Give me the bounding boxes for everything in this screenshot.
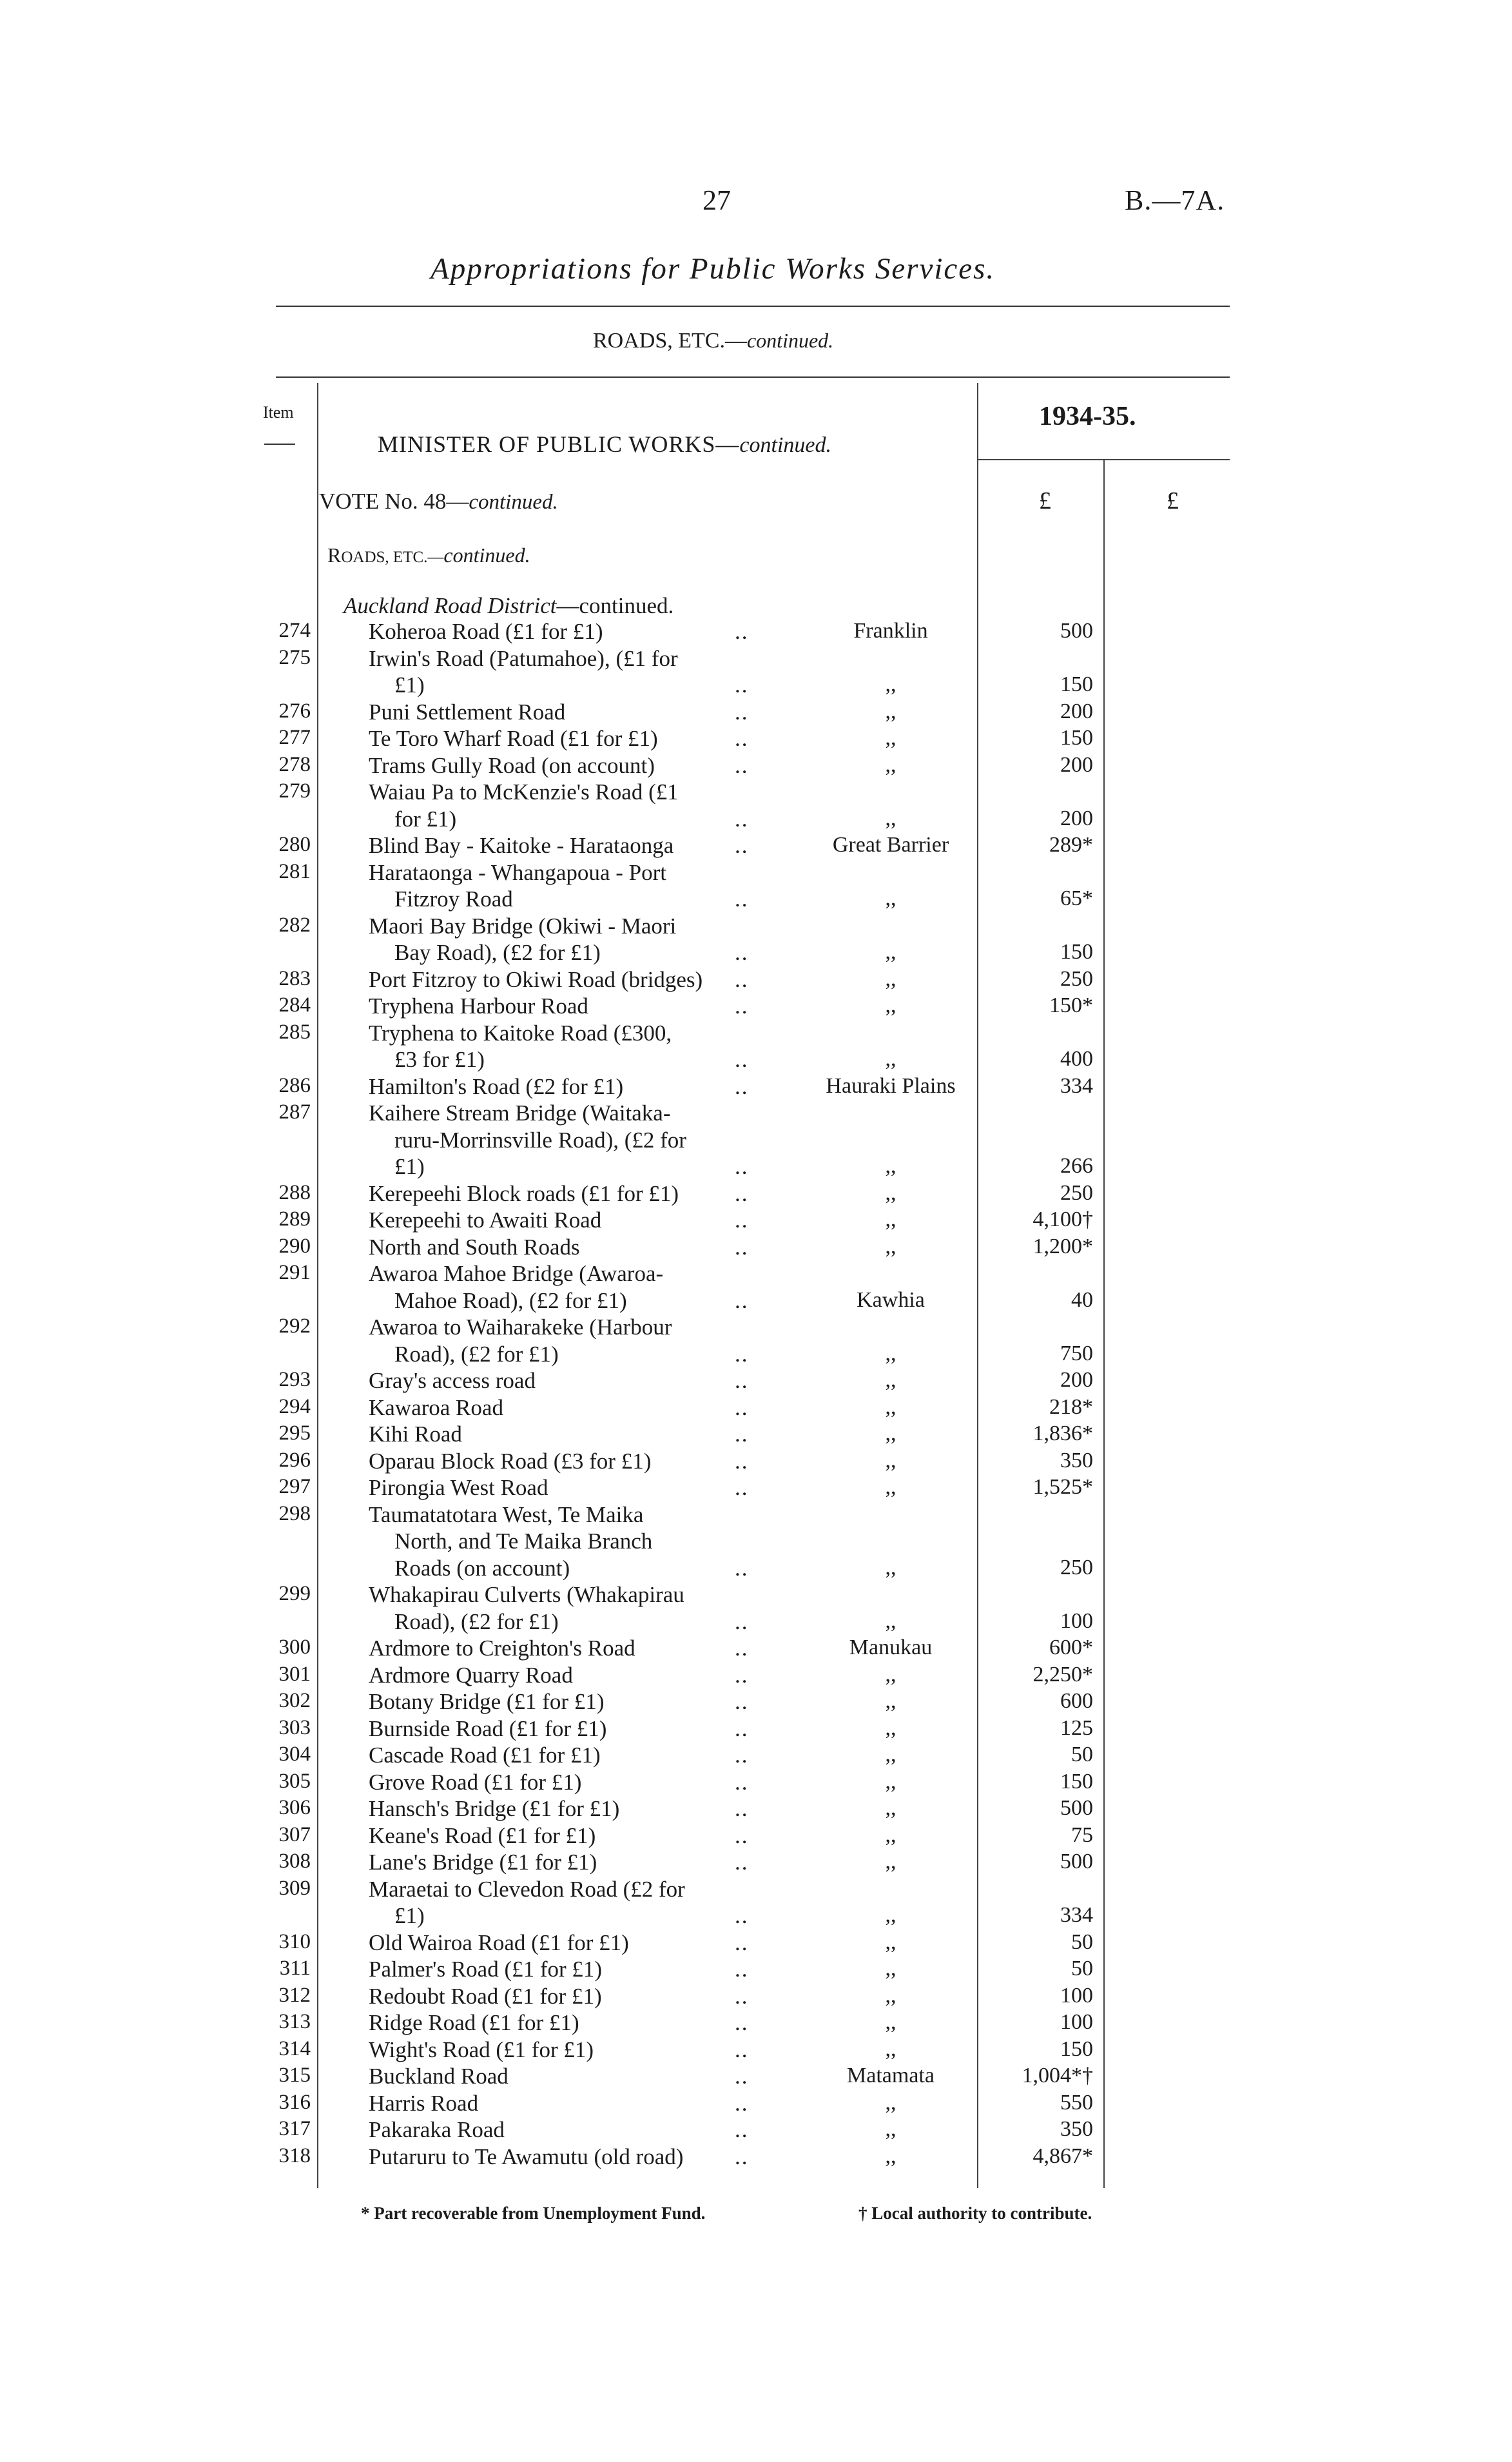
amount: 150 xyxy=(1060,672,1093,696)
leader-dots: .. xyxy=(735,1743,749,1768)
leader-dots: .. xyxy=(735,1287,749,1313)
electorate: ,, xyxy=(885,1608,897,1633)
leader-dots: .. xyxy=(735,1394,749,1420)
item-number: 299 xyxy=(278,1582,311,1605)
item-number: 317 xyxy=(278,2117,311,2140)
electorate: ,, xyxy=(885,2037,897,2061)
item-description: Trams Gully Road (on account) xyxy=(369,752,655,778)
item-number: 297 xyxy=(278,1475,311,1498)
section-main: ROADS, ETC.— xyxy=(593,329,747,353)
item-description: Pirongia West Road xyxy=(369,1475,548,1500)
item-number: 309 xyxy=(278,1876,311,1900)
pound-column-2: £ xyxy=(1167,487,1179,514)
item-description: Harataonga - Whangapoua - Port xyxy=(369,859,666,885)
leader-dots: .. xyxy=(735,1822,749,1848)
item-number: 288 xyxy=(278,1180,311,1204)
item-number: 311 xyxy=(279,1957,311,1980)
leader-dots: .. xyxy=(735,1689,749,1714)
amount: 2,250* xyxy=(1032,1662,1093,1686)
footnote-dagger: † Local authority to contribute. xyxy=(858,2203,1092,2223)
electorate: ,, xyxy=(885,1662,897,1686)
leader-dots: .. xyxy=(735,1047,749,1072)
item-description: Oparau Block Road (£3 for £1) xyxy=(369,1448,652,1474)
leader-dots: .. xyxy=(735,1903,749,1928)
item-number: 284 xyxy=(278,993,311,1017)
item-number: 303 xyxy=(278,1715,311,1739)
electorate: ,, xyxy=(885,752,897,777)
amount: 4,100† xyxy=(1032,1207,1093,1231)
leader-dots: .. xyxy=(735,1154,749,1179)
item-description: Te Toro Wharf Road (£1 for £1) xyxy=(369,726,658,751)
amount: 150 xyxy=(1060,940,1093,964)
electorate: ,, xyxy=(885,672,897,696)
item-number: 294 xyxy=(278,1394,311,1418)
item-description: Kerepeehi to Awaiti Road xyxy=(369,1207,602,1233)
electorate: ,, xyxy=(885,1850,897,1873)
item-description: Redoubt Road (£1 for £1) xyxy=(369,1983,602,2009)
leader-dots: .. xyxy=(735,966,749,992)
pound-column-1: £ xyxy=(1039,487,1051,514)
leader-dots: .. xyxy=(735,672,749,698)
item-description-continued: Roads (on account) xyxy=(394,1555,570,1581)
electorate: ,, xyxy=(885,1769,897,1793)
item-description: Burnside Road (£1 for £1) xyxy=(369,1715,607,1741)
electorate: ,, xyxy=(885,1555,897,1579)
leader-dots: .. xyxy=(735,1983,749,2009)
item-description: Botany Bridge (£1 for £1) xyxy=(369,1689,605,1714)
item-number: 315 xyxy=(278,2064,311,2087)
item-description-continued: for £1) xyxy=(394,806,457,832)
item-number: 313 xyxy=(278,2010,311,2033)
item-description-continued: North, and Te Maika Branch xyxy=(394,1529,653,1554)
item-description: Buckland Road xyxy=(369,2064,509,2089)
amount: 150 xyxy=(1060,1769,1093,1793)
leader-dots: .. xyxy=(735,2090,749,2116)
item-description: Old Wairoa Road (£1 for £1) xyxy=(369,1930,629,1955)
leader-dots: .. xyxy=(735,1180,749,1206)
leader-dots: .. xyxy=(735,1715,749,1741)
electorate: ,, xyxy=(885,2117,897,2141)
subhead-initial: R xyxy=(327,543,342,567)
item-header-rule xyxy=(264,444,295,445)
leader-dots: .. xyxy=(735,833,749,858)
district-continued: —continued. xyxy=(556,593,674,618)
amount: 289* xyxy=(1049,833,1093,857)
electorate: ,, xyxy=(885,2144,897,2168)
amount: 500 xyxy=(1060,619,1093,643)
vote-heading xyxy=(319,489,558,514)
item-number: 304 xyxy=(278,1743,311,1766)
item-number: 289 xyxy=(278,1207,311,1231)
item-number: 282 xyxy=(278,913,311,937)
amount: 50 xyxy=(1071,1743,1093,1766)
amount: 100 xyxy=(1060,1608,1093,1633)
item-description: Awaroa Mahoe Bridge (Awaroa- xyxy=(369,1261,664,1286)
leader-dots: .. xyxy=(735,1850,749,1875)
leader-dots: .. xyxy=(735,1368,749,1393)
amount: 125 xyxy=(1060,1715,1093,1740)
leader-dots: .. xyxy=(735,1930,749,1955)
item-description-continued: Bay Road), (£2 for £1) xyxy=(394,940,601,965)
item-description: Port Fitzroy to Okiwi Road (bridges) xyxy=(369,966,703,992)
leader-dots: .. xyxy=(735,1234,749,1260)
electorate: ,, xyxy=(885,726,897,750)
item-description: Cascade Road (£1 for £1) xyxy=(369,1743,601,1768)
item-description: Whakapirau Culverts (Whakapirau xyxy=(369,1582,684,1607)
item-number: 285 xyxy=(278,1020,311,1044)
amount: 1,004*† xyxy=(1022,2064,1093,2087)
leader-dots: .. xyxy=(735,2010,749,2035)
item-number: 280 xyxy=(278,833,311,856)
section-heading xyxy=(593,329,833,353)
amount: 218* xyxy=(1049,1394,1093,1419)
item-number: 302 xyxy=(278,1689,311,1712)
amount: 350 xyxy=(1060,1448,1093,1472)
item-description-continued: £3 for £1) xyxy=(394,1047,485,1072)
item-number: 291 xyxy=(278,1261,311,1284)
subhead-rest: OADS, ETC.— xyxy=(341,549,444,566)
leader-dots: .. xyxy=(735,1207,749,1233)
item-description: Ardmore to Creighton's Road xyxy=(369,1636,635,1661)
district-name: Auckland Road District xyxy=(344,593,557,618)
electorate: ,, xyxy=(885,1475,897,1499)
item-number: 292 xyxy=(278,1314,311,1338)
amount: 75 xyxy=(1071,1822,1093,1847)
amount: 750 xyxy=(1060,1341,1093,1365)
item-description: Kaihere Stream Bridge (Waitaka- xyxy=(369,1100,671,1126)
amount: 1,836* xyxy=(1032,1422,1093,1445)
amount: 50 xyxy=(1071,1930,1093,1954)
item-description: Grove Road (£1 for £1) xyxy=(369,1769,582,1795)
leader-dots: .. xyxy=(735,752,749,778)
item-number: 318 xyxy=(278,2144,311,2167)
item-description: Harris Road xyxy=(369,2090,479,2116)
amount: 200 xyxy=(1060,1368,1093,1392)
amount: 334 xyxy=(1060,1073,1093,1098)
district-heading xyxy=(344,593,674,619)
item-number: 310 xyxy=(278,1930,311,1953)
title-rule xyxy=(276,306,1230,307)
amount: 250 xyxy=(1060,966,1093,991)
electorate: ,, xyxy=(885,1689,897,1713)
item-description: Waiau Pa to McKenzie's Road (£1 xyxy=(369,779,679,805)
electorate: Kawhia xyxy=(857,1287,925,1312)
item-column-header: Item xyxy=(263,403,294,422)
leader-dots: .. xyxy=(735,1475,749,1500)
amount: 350 xyxy=(1060,2117,1093,2141)
amount: 500 xyxy=(1060,1796,1093,1820)
electorate: ,, xyxy=(885,1743,897,1766)
electorate: ,, xyxy=(885,1930,897,1954)
amount: 250 xyxy=(1060,1555,1093,1579)
amount: 50 xyxy=(1071,1957,1093,1980)
electorate: Great Barrier xyxy=(832,833,949,857)
amount: 100 xyxy=(1060,1983,1093,2008)
amount: 266 xyxy=(1060,1154,1093,1178)
leader-dots: .. xyxy=(735,1422,749,1447)
leader-dots: .. xyxy=(735,1555,749,1581)
electorate: ,, xyxy=(885,1448,897,1472)
year-header-rule xyxy=(978,459,1230,460)
item-description-continued: Road), (£2 for £1) xyxy=(394,1608,559,1634)
amount: 200 xyxy=(1060,806,1093,830)
electorate: ,, xyxy=(885,1154,897,1178)
leader-dots: .. xyxy=(735,2037,749,2062)
electorate: ,, xyxy=(885,966,897,991)
document-reference: B.—7A. xyxy=(1125,184,1225,216)
electorate: Hauraki Plains xyxy=(826,1073,956,1098)
item-description: Wight's Road (£1 for £1) xyxy=(369,2037,594,2062)
item-description: Gray's access road xyxy=(369,1368,536,1393)
subhead-roads xyxy=(327,543,530,567)
vote-continued: continued. xyxy=(469,491,558,514)
item-description: Tryphena Harbour Road xyxy=(369,993,588,1019)
item-description: Pakaraka Road xyxy=(369,2117,505,2142)
amount: 150 xyxy=(1060,2037,1093,2061)
item-number: 300 xyxy=(278,1636,311,1659)
item-number: 274 xyxy=(278,619,311,642)
electorate: ,, xyxy=(885,1180,897,1205)
item-description: Ridge Road (£1 for £1) xyxy=(369,2010,579,2035)
item-number: 278 xyxy=(278,752,311,776)
item-number: 283 xyxy=(278,966,311,990)
leader-dots: .. xyxy=(735,619,749,644)
amount: 600* xyxy=(1049,1636,1093,1659)
item-description: Kihi Road xyxy=(369,1422,462,1447)
leader-dots: .. xyxy=(735,1662,749,1688)
page-title: Appropriations for Public Works Services. xyxy=(431,252,996,286)
item-number: 306 xyxy=(278,1796,311,1819)
amount: 334 xyxy=(1060,1903,1093,1927)
item-column-rule xyxy=(317,383,318,2188)
item-description: Taumatatotara West, Te Maika xyxy=(369,1501,644,1527)
item-number: 290 xyxy=(278,1234,311,1258)
leader-dots: .. xyxy=(735,699,749,725)
vote-main: VOTE No. 48— xyxy=(319,489,469,514)
item-description: Puni Settlement Road xyxy=(369,699,566,725)
leader-dots: .. xyxy=(735,940,749,965)
item-number: 279 xyxy=(278,779,311,803)
item-number: 287 xyxy=(278,1100,311,1124)
electorate: ,, xyxy=(885,1822,897,1847)
item-description: Koheroa Road (£1 for £1) xyxy=(369,619,603,644)
item-description: Lane's Bridge (£1 for £1) xyxy=(369,1850,597,1875)
electorate: ,, xyxy=(885,1368,897,1392)
item-description: Kawaroa Road xyxy=(369,1394,503,1420)
leader-dots: .. xyxy=(735,2064,749,2089)
item-description: Blind Bay - Kaitoke - Harataonga xyxy=(369,833,674,858)
electorate: ,, xyxy=(885,940,897,964)
amount: 550 xyxy=(1060,2090,1093,2115)
amount-column-mid-rule xyxy=(1103,460,1105,2188)
item-description: Hamilton's Road (£2 for £1) xyxy=(369,1073,624,1099)
item-description: Maraetai to Clevedon Road (£2 for xyxy=(369,1876,685,1902)
amount: 200 xyxy=(1060,699,1093,723)
item-description: Tryphena to Kaitoke Road (£300, xyxy=(369,1020,672,1046)
electorate: ,, xyxy=(885,1983,897,2008)
amount: 1,525* xyxy=(1032,1475,1093,1499)
item-description: Keane's Road (£1 for £1) xyxy=(369,1822,596,1848)
electorate: ,, xyxy=(885,1796,897,1820)
electorate: ,, xyxy=(885,699,897,723)
leader-dots: .. xyxy=(735,886,749,912)
amount: 500 xyxy=(1060,1850,1093,1873)
item-description: Hansch's Bridge (£1 for £1) xyxy=(369,1796,620,1821)
leader-dots: .. xyxy=(735,1957,749,1982)
minister-heading xyxy=(378,431,831,458)
leader-dots: .. xyxy=(735,726,749,751)
electorate: Matamata xyxy=(847,2064,935,2087)
electorate: ,, xyxy=(885,1341,897,1365)
item-description: Putaruru to Te Awamutu (old road) xyxy=(369,2144,684,2169)
electorate: ,, xyxy=(885,1394,897,1419)
footnote-star: * Part recoverable from Unemployment Fund. xyxy=(361,2203,706,2223)
item-description: North and South Roads xyxy=(369,1234,580,1260)
item-number: 276 xyxy=(278,699,311,723)
item-number: 277 xyxy=(278,726,311,749)
minister-continued: continued. xyxy=(739,433,831,457)
item-number: 296 xyxy=(278,1448,311,1472)
electorate: ,, xyxy=(885,1422,897,1445)
leader-dots: .. xyxy=(735,1073,749,1099)
leader-dots: .. xyxy=(735,1769,749,1795)
item-description: Maori Bay Bridge (Okiwi - Maori xyxy=(369,913,677,939)
item-number: 312 xyxy=(278,1983,311,2007)
subhead-continued: continued. xyxy=(443,543,530,567)
item-number: 314 xyxy=(278,2037,311,2060)
leader-dots: .. xyxy=(735,1608,749,1634)
amount: 65* xyxy=(1060,886,1093,910)
item-number: 308 xyxy=(278,1850,311,1873)
leader-dots: .. xyxy=(735,2144,749,2169)
item-description-continued: Mahoe Road), (£2 for £1) xyxy=(394,1287,627,1313)
leader-dots: .. xyxy=(735,806,749,832)
item-description-continued: Fitzroy Road xyxy=(394,886,513,912)
section-continued: continued. xyxy=(746,329,834,352)
item-description-continued: £1) xyxy=(394,1903,425,1928)
item-description: Palmer's Road (£1 for £1) xyxy=(369,1957,603,1982)
item-description-continued: Road), (£2 for £1) xyxy=(394,1341,559,1367)
electorate: ,, xyxy=(885,1957,897,1980)
item-number: 275 xyxy=(278,645,311,669)
electorate: ,, xyxy=(885,993,897,1017)
page-number: 27 xyxy=(703,184,731,216)
electorate: ,, xyxy=(885,1903,897,1927)
leader-dots: .. xyxy=(735,2117,749,2142)
amount: 400 xyxy=(1060,1047,1093,1071)
amount: 150 xyxy=(1060,726,1093,750)
electorate: ,, xyxy=(885,2090,897,2115)
item-description: Kerepeehi Block roads (£1 for £1) xyxy=(369,1180,679,1206)
item-description: Ardmore Quarry Road xyxy=(369,1662,573,1688)
item-number: 286 xyxy=(278,1073,311,1097)
item-description-continued: £1) xyxy=(394,1154,425,1179)
electorate: Franklin xyxy=(853,619,928,643)
minister-main: MINISTER OF PUBLIC WORKS— xyxy=(378,431,740,457)
leader-dots: .. xyxy=(735,1448,749,1474)
item-number: 301 xyxy=(278,1662,311,1686)
electorate: ,, xyxy=(885,1715,897,1740)
amount: 150* xyxy=(1049,993,1093,1017)
item-number: 316 xyxy=(278,2090,311,2114)
item-number: 293 xyxy=(278,1368,311,1391)
amount: 1,200* xyxy=(1032,1234,1093,1258)
amount: 250 xyxy=(1060,1180,1093,1205)
amount: 600 xyxy=(1060,1689,1093,1713)
amount: 40 xyxy=(1071,1287,1093,1312)
year-column-header: 1934-35. xyxy=(1039,402,1136,431)
item-description: Awaroa to Waiharakeke (Harbour xyxy=(369,1314,672,1340)
item-description-continued: £1) xyxy=(394,672,425,698)
leader-dots: .. xyxy=(735,1636,749,1661)
table-top-rule xyxy=(276,376,1230,378)
electorate: ,, xyxy=(885,2010,897,2034)
item-number: 305 xyxy=(278,1769,311,1793)
item-number: 298 xyxy=(278,1501,311,1525)
electorate: ,, xyxy=(885,806,897,830)
item-number: 307 xyxy=(278,1822,311,1846)
amount: 200 xyxy=(1060,752,1093,777)
electorate: ,, xyxy=(885,886,897,910)
item-number: 295 xyxy=(278,1422,311,1445)
amount: 4,867* xyxy=(1032,2144,1093,2168)
electorate: ,, xyxy=(885,1047,897,1071)
leader-dots: .. xyxy=(735,993,749,1019)
leader-dots: .. xyxy=(735,1341,749,1367)
electorate: Manukau xyxy=(849,1636,933,1659)
leader-dots: .. xyxy=(735,1796,749,1821)
electorate: ,, xyxy=(885,1207,897,1231)
electorate: ,, xyxy=(885,1234,897,1258)
item-description: Irwin's Road (Patumahoe), (£1 for xyxy=(369,645,678,671)
amount: 100 xyxy=(1060,2010,1093,2034)
item-description-continued: ruru-Morrinsville Road), (£2 for xyxy=(394,1127,686,1153)
item-number: 281 xyxy=(278,859,311,883)
